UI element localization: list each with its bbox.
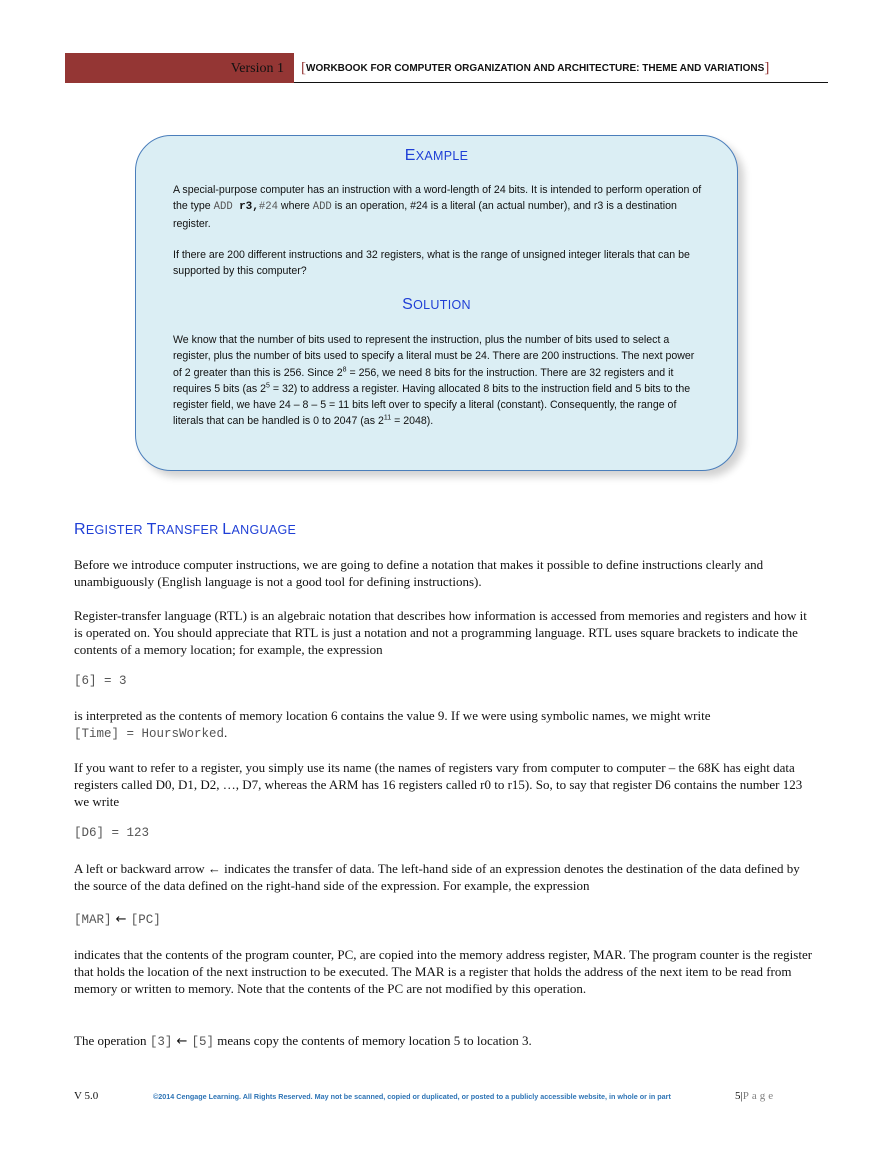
footer-version: V 5.0 [74, 1090, 99, 1102]
header-title-wrap [301, 60, 769, 77]
example-box [135, 135, 738, 471]
body-paragraph-2: Register-transfer language (RTL) is an algebraic notation that describes how information is accessed from memories and registers and how it is operated on. You should appreciate that RTL is just a notation and not a programming language. RTL uses square brackets to indicate the contents of a memory location; for example, the expression [74, 608, 807, 657]
code-add: ADD [213, 201, 240, 214]
title-initial: R [74, 521, 86, 538]
title-initial: L [222, 521, 232, 538]
example-paragraph-2: If there are 200 different instructions and 32 registers, what is the range of unsigned integer literals that can be supported by this computer? [173, 249, 690, 278]
solution-paragraph [173, 332, 703, 430]
superscript: 5 [266, 382, 270, 390]
example-heading-initial: E [404, 147, 416, 164]
page-header [65, 53, 828, 83]
body-text: means copy the contents of memory location 5 to location 3. [214, 1033, 532, 1048]
left-arrow-icon: ← [111, 912, 131, 927]
body-paragraph-3 [74, 707, 814, 743]
footer-page-number [735, 1090, 776, 1102]
body-text: is interpreted as the contents of memory location 6 contains the value 9. If we were using symbolic names, we might write [74, 708, 711, 723]
header-bracket-open: [ [301, 60, 306, 76]
solution-text: = 32) to address a register. Having allocated 8 bits to the instruction field and 5 bits to the register field, we have 24 – 8 – 5 = 11 bits left over to specify a literal (constant). Consequently, the range of literals that can be handled is 0 to 2047 (as 2 [173, 382, 691, 428]
example-text: A special-purpose computer has an instruction with a word-length of 24 bits. It is intended to perform operation of the type [173, 184, 702, 213]
header-rule [294, 82, 828, 83]
body-text: . [224, 725, 228, 740]
example-text: is an operation, #24 is a literal (an actual number), and r3 is a destination register. [173, 200, 677, 230]
inline-code: [5] [191, 1035, 215, 1049]
code-add: ADD [312, 201, 332, 214]
solution-text: We know that the number of bits used to represent the instruction, plus the number of bits used to select a register, plus the number of bits used to specify a literal must be 24. There are 200 instructions. The next power of 2 greater than this is 256. Since 2 [173, 334, 695, 379]
superscript: 8 [342, 366, 347, 374]
example-heading-rest: XAMPLE [415, 149, 469, 163]
inline-code: [3] [149, 1035, 173, 1049]
header-bracket-close: ] [764, 60, 770, 76]
inline-code: [Time] = HoursWorked [74, 727, 225, 741]
code-line-3 [74, 912, 161, 927]
body-paragraph-1: Before we introduce computer instructions, we are going to define a notation that makes it possible to define instructions clearly and unambiguously (English language is not a good tool for defining instructions). [74, 557, 764, 589]
body-paragraph-4: If you want to refer to a register, you simply use its name (the names of registers vary from computer to computer – the 68K has eight data registers called D0, D1, D2, …, D7, whereas the ARM has 16 registers called r0 to r15). So, to say that register D6 contains the number 123 we write [74, 760, 803, 809]
code-line-2: [D6] = 123 [74, 826, 150, 840]
header-version: Version 1 [230, 61, 284, 76]
section-title [74, 521, 296, 539]
superscript: 11 [383, 414, 392, 422]
solution-heading-rest: OLUTION [413, 298, 471, 312]
body-text: The operation [74, 1033, 150, 1048]
code-literal: #24 [258, 201, 278, 214]
code-line-1: [6] = 3 [74, 674, 127, 688]
header-version-band [65, 53, 294, 83]
title-rest: ANGUAGE [231, 523, 297, 537]
title-initial: T [146, 521, 157, 538]
body-paragraph-5: A left or backward arrow ← indicates the transfer of data. The left-hand side of an expression denotes the destination of the data defined by the source of the data defined on the right-hand side of the expression. For example, the expression [74, 861, 800, 893]
left-arrow-icon: ← [172, 1034, 192, 1049]
body-paragraph-6: indicates that the contents of the program counter, PC, are copied into the memory address register, MAR. The program counter is the register that holds the location of the next instruction to be executed. The MAR is a register that holds the address of the next item to be read from memory or written to memory. Note that the contents of the PC are not modified by this operation. [74, 947, 813, 996]
example-text: where [277, 200, 313, 213]
code-pc: [PC] [130, 913, 161, 927]
solution-heading [136, 296, 737, 314]
page-label: Page [742, 1090, 777, 1102]
solution-text: = 2048). [391, 415, 434, 428]
page-separator: | [740, 1090, 743, 1102]
code-mar: [MAR] [74, 913, 112, 927]
header-title: WORKBOOK FOR COMPUTER ORGANIZATION AND ARCHITECTURE: THEME AND VARIATIONS [306, 63, 765, 74]
code-r3: r3, [239, 201, 259, 214]
title-rest: RANSFER [156, 523, 223, 537]
solution-text: = 256, we need 8 bits for the instruction. There are 32 registers and it requires 5 bits (as 2 [173, 366, 674, 395]
example-heading [136, 147, 737, 165]
example-paragraph-1 [173, 182, 703, 232]
footer-copyright: ©2014 Cengage Learning. All Rights Reserved. May not be scanned, copied or duplicated, or posted to a publicly accessible website, in whole or in part [153, 1092, 671, 1101]
title-rest: EGISTER [85, 523, 147, 537]
page-number: 5 [735, 1090, 741, 1102]
body-paragraph-7 [74, 1032, 814, 1051]
solution-heading-initial: S [402, 296, 414, 313]
